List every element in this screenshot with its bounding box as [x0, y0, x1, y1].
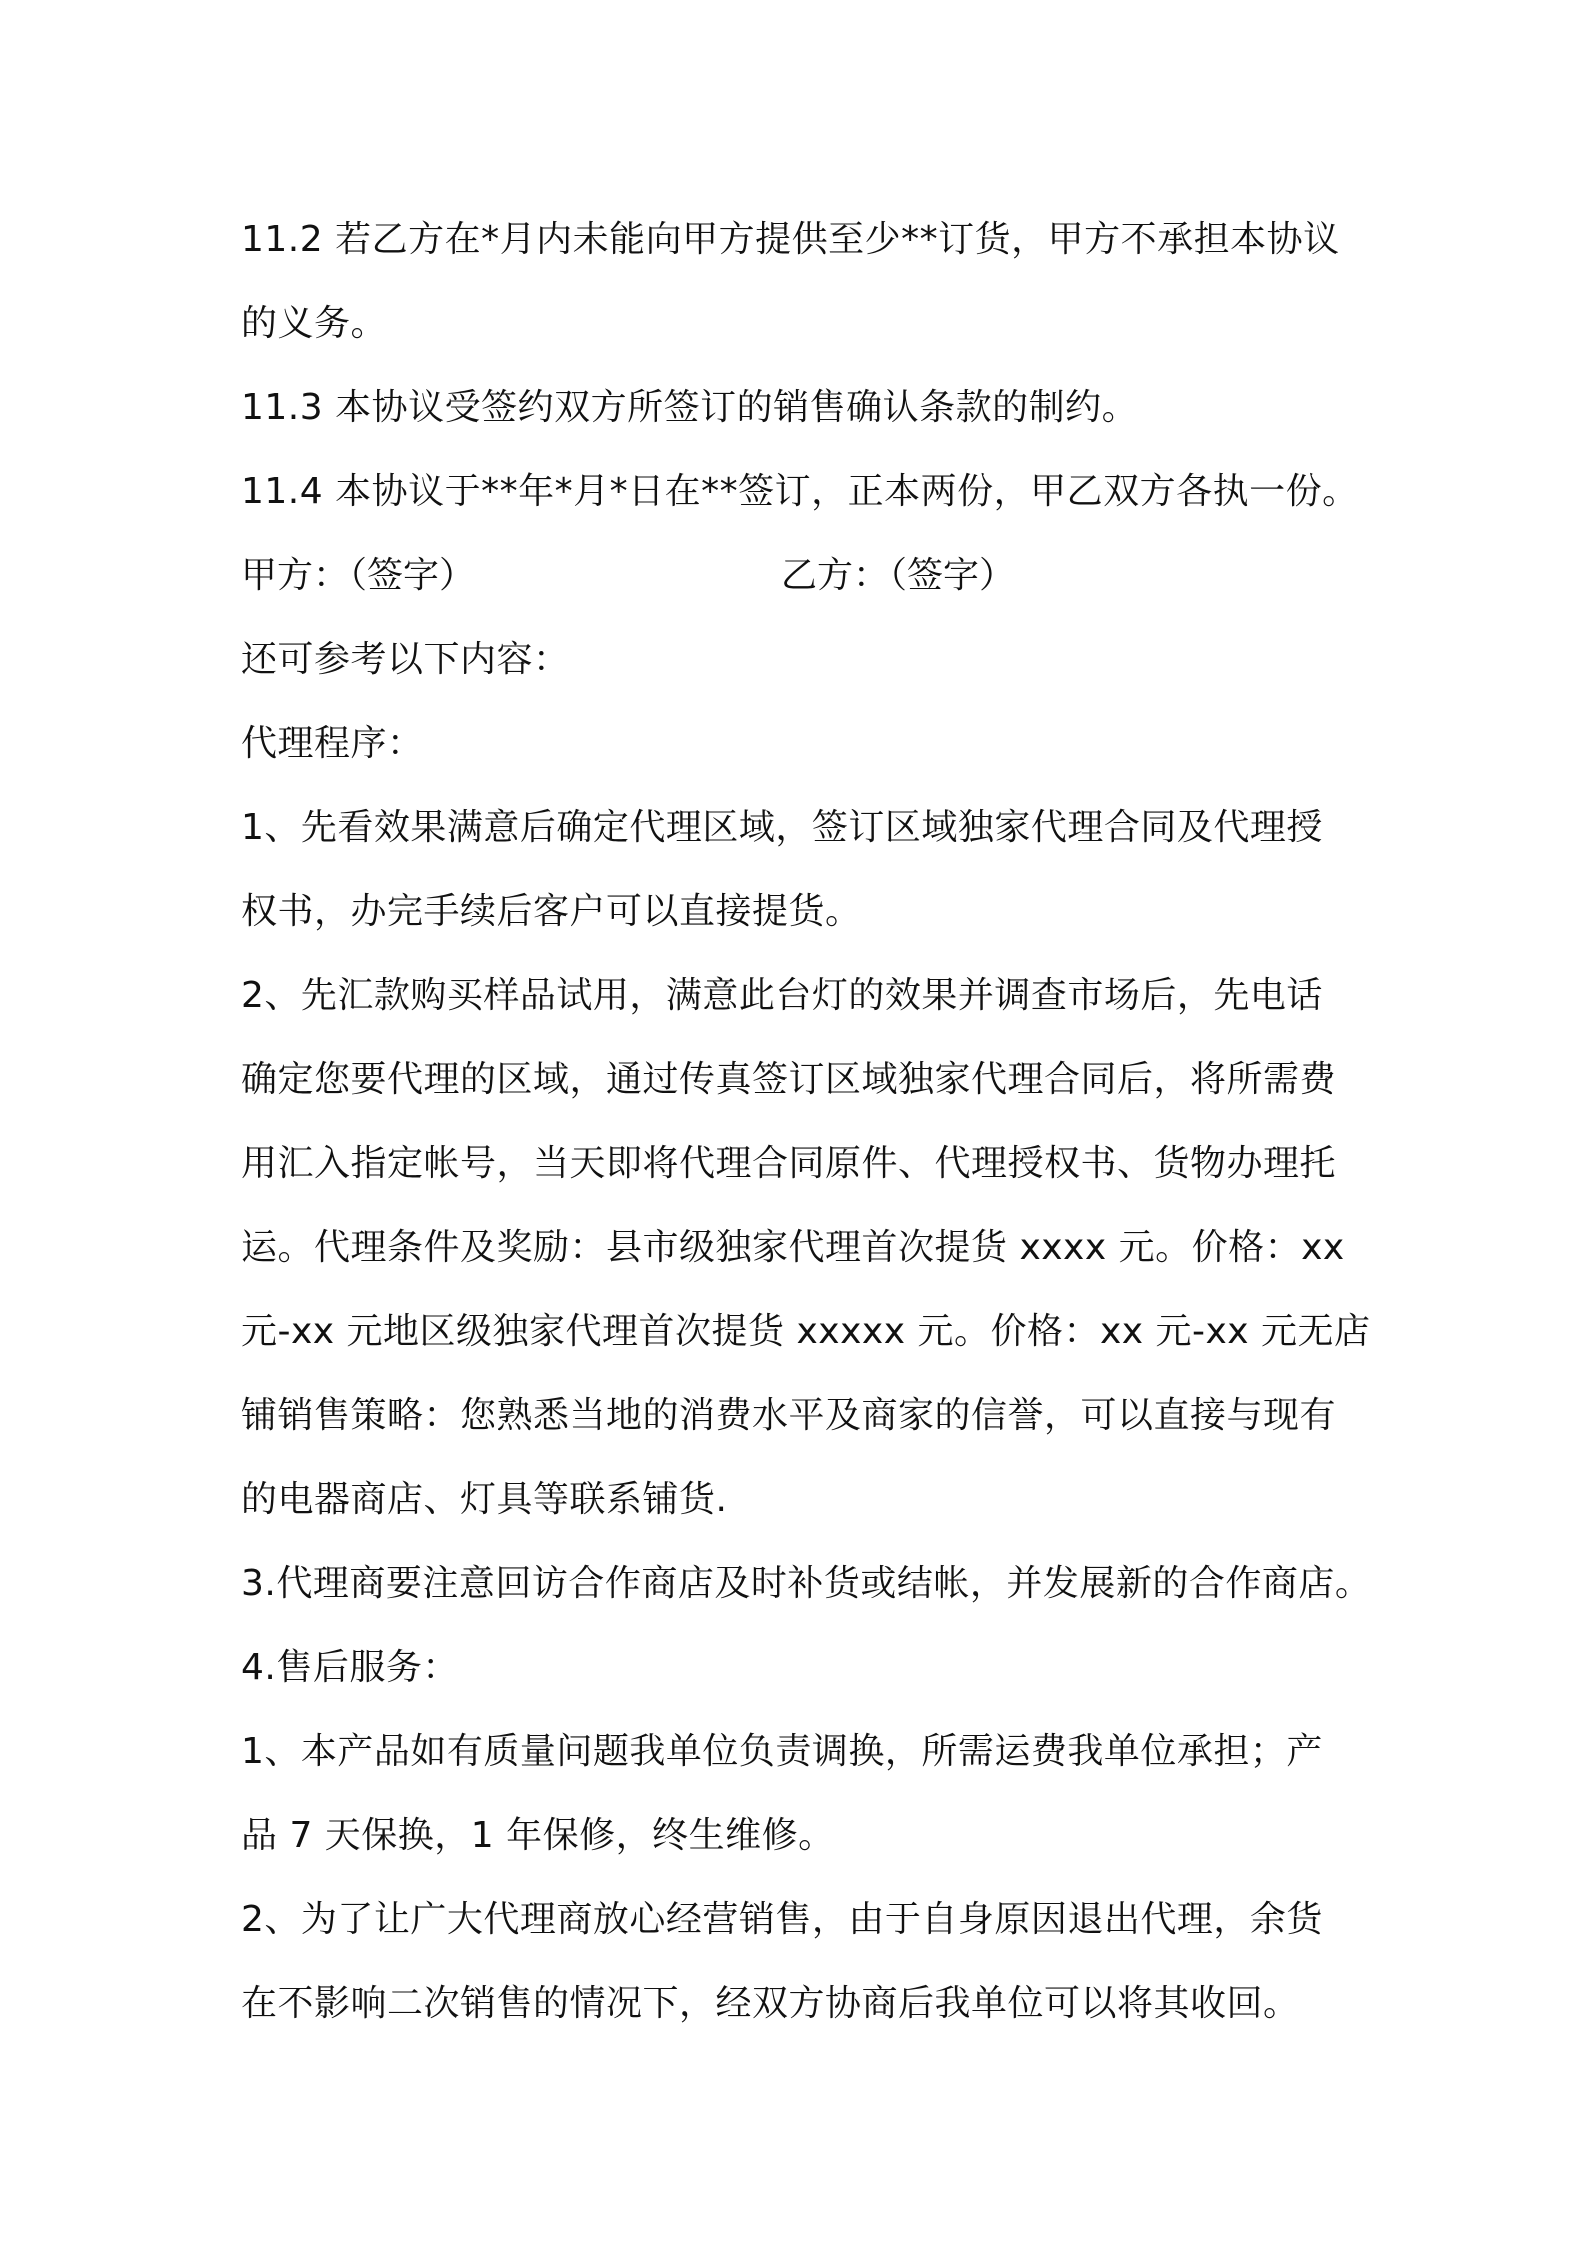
clause-11-3 [241, 366, 1381, 450]
text-line: 运。代理条件及奖励：县市级独家代理首次提货 xxxx 元。价格：xx [241, 1227, 1345, 1268]
text-line: 3.代理商要注意回访合作商店及时补货或结帐，并发展新的合作商店。 [241, 1563, 1372, 1604]
text-line: 在不影响二次销售的情况下，经双方协商后我单位可以将其收回。 [241, 1983, 1300, 2024]
clause-11-2 [241, 198, 1381, 366]
agency-procedure-heading [241, 702, 1381, 786]
text-line: 2、为了让广大代理商放心经营销售，由于自身原因退出代理，余货 [241, 1899, 1323, 1940]
signature-row [241, 534, 1381, 618]
text-line: 品 7 天保换，1 年保修，终生维修。 [241, 1815, 835, 1856]
text-line: 代理程序： [241, 723, 424, 764]
text-line: 确定您要代理的区域，通过传真签订区域独家代理合同后，将所需费 [241, 1059, 1337, 1100]
text-line: 11.3 本协议受签约双方所签订的销售确认条款的制约。 [241, 387, 1139, 428]
text-line: 4.售后服务： [241, 1647, 459, 1688]
reference-intro [241, 618, 1381, 702]
text-line: 1、本产品如有质量问题我单位负责调换，所需运费我单位承担；产 [241, 1731, 1323, 1772]
document-body [241, 198, 1381, 2046]
text-line: 元-xx 元地区级独家代理首次提货 xxxxx 元。价格：xx 元-xx 元无店 [241, 1311, 1371, 1352]
clause-11-4 [241, 450, 1381, 534]
after-sales-heading [241, 1626, 1381, 1710]
after-sales-2 [241, 1878, 1381, 2046]
text-line: 铺销售策略：您熟悉当地的消费水平及商家的信誉，可以直接与现有 [241, 1395, 1337, 1436]
text-line: 11.2 若乙方在*月内未能向甲方提供至少**订货，甲方不承担本协议 [241, 219, 1340, 260]
text-line: 11.4 本协议于**年*月*日在**签订，正本两份，甲乙双方各执一份。 [241, 471, 1359, 512]
procedure-1 [241, 786, 1381, 954]
text-line: 用汇入指定帐号，当天即将代理合同原件、代理授权书、货物办理托 [241, 1143, 1337, 1184]
text-line: 还可参考以下内容： [241, 639, 570, 680]
text-line: 权书，办完手续后客户可以直接提货。 [241, 891, 862, 932]
text-line: 2、先汇款购买样品试用，满意此台灯的效果并调查市场后，先电话 [241, 975, 1323, 1016]
after-sales-1 [241, 1710, 1381, 1878]
procedure-2 [241, 954, 1381, 1542]
text-line: 的电器商店、灯具等联系铺货. [241, 1479, 728, 1520]
text-line: 1、先看效果满意后确定代理区域，签订区域独家代理合同及代理授 [241, 807, 1323, 848]
party-b-signature: 乙方：（签字） [781, 555, 1016, 596]
item-3 [241, 1542, 1381, 1626]
party-a-signature: 甲方：（签字） [241, 555, 476, 596]
text-line: 的义务。 [241, 303, 388, 344]
